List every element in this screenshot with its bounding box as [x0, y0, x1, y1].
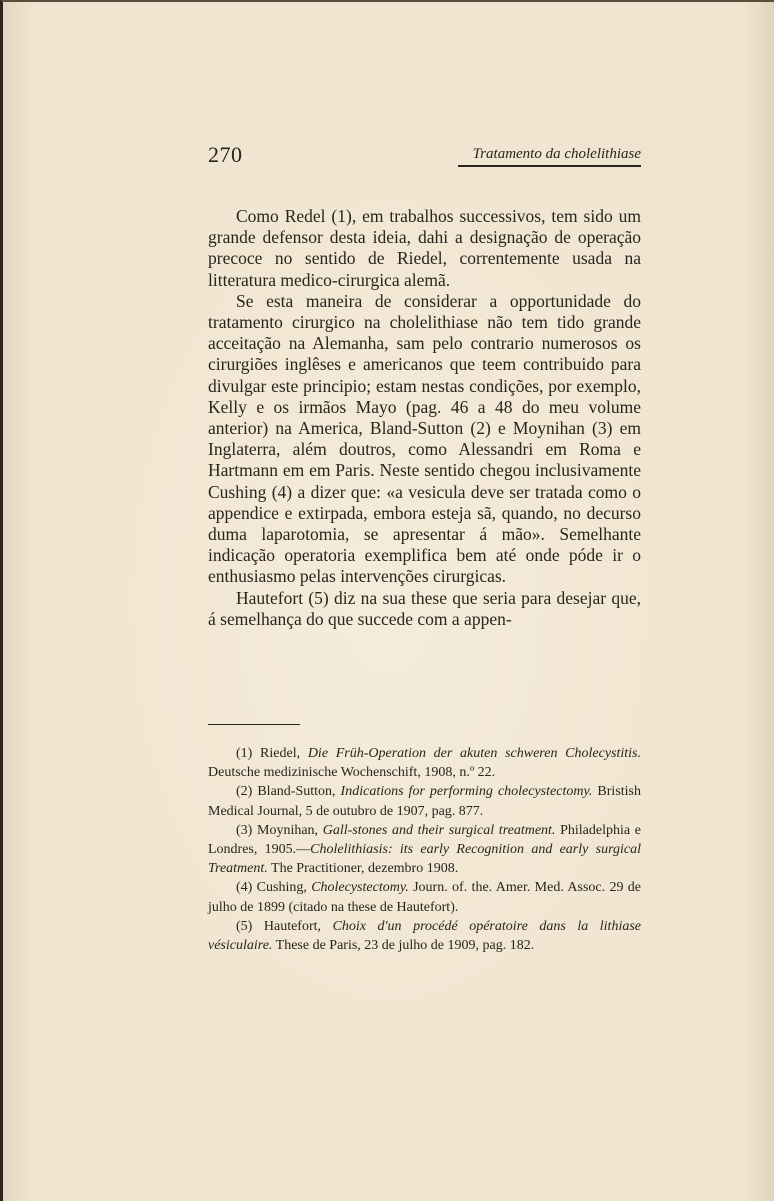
footnote-rule	[208, 724, 300, 725]
footnote-4: (4) Cushing, Cholecystectomy. Journ. of. the. Amer. Med. Assoc. 29 de julho de 1899 (citado na these de Hautefort).	[208, 880, 642, 915]
page-header	[208, 142, 641, 168]
footnote-2: (2) Bland-Sutton, Indications for performing cholecystectomy. Bristish Medical Journal, 5 de outubro de 1907, pag. 877.	[208, 784, 641, 819]
header-rule	[458, 165, 641, 167]
footnote-3: (3) Moynihan, Gall-stones and their surgical treatment. Philadelphia e Londres, 1905.—Cholelithiasis: its early Recognition and early surgical Treatment. The Practitioner, dezembro 1908.	[208, 822, 641, 877]
footnote-1: (1) Riedel, Die Früh-Operation der akuten schweren Cholecystitis. Deutsche medizinische Wochenschift, 1908, n.º 22.	[208, 746, 641, 781]
body-text	[208, 206, 641, 630]
footnotes	[208, 744, 641, 955]
paragraph: Se esta maneira de considerar a opportunidade do tratamento cirurgico na cholelithiase não tem tido grande acceitação na Alemanha, sam pelo contrario numerosos os cirurgiões inglêses e americanos que teem contribuido para divulgar este principio; estam nestas condições, por exemplo, Kelly e os irmãos Mayo (pag. 46 a 48 do meu volume anterior) na America, Bland-Sutton (2) e Moynihan (3) em Inglaterra, além doutros, como Alessandri em Roma e Hartmann em em Paris. Neste sentido chegou inclusivamente Cushing (4) a dizer que: «a vesicula deve ser tratada como o appendice e extirpada, embora esteja sã, quando, no decurso duma laparotomia, se apresentar á mão». Semelhante indicação operatoria exemplifica bem até onde póde ir o enthusiasmo pelas intervenções cirurgicas.	[208, 290, 641, 587]
paragraph: Hautefort (5) diz na sua these que seria para desejar que, á semelhança do que succede com a appen-	[208, 587, 641, 629]
footnote-5: (5) Hautefort, Choix d'un procédé opératoire dans la lithiase vésiculaire. These de Paris, 23 de julho de 1909, pag. 182.	[208, 918, 641, 954]
page-number: 270	[208, 142, 243, 167]
paragraph: Como Redel (1), em trabalhos successivos, tem sido um grande defensor desta ideia, dahi a designação de operação precoce no sentido de Riedel, correntemente usada na litteratura medico-cirurgica alemã.	[208, 206, 641, 290]
running-title: Tratamento da cholelithiase	[472, 146, 641, 162]
